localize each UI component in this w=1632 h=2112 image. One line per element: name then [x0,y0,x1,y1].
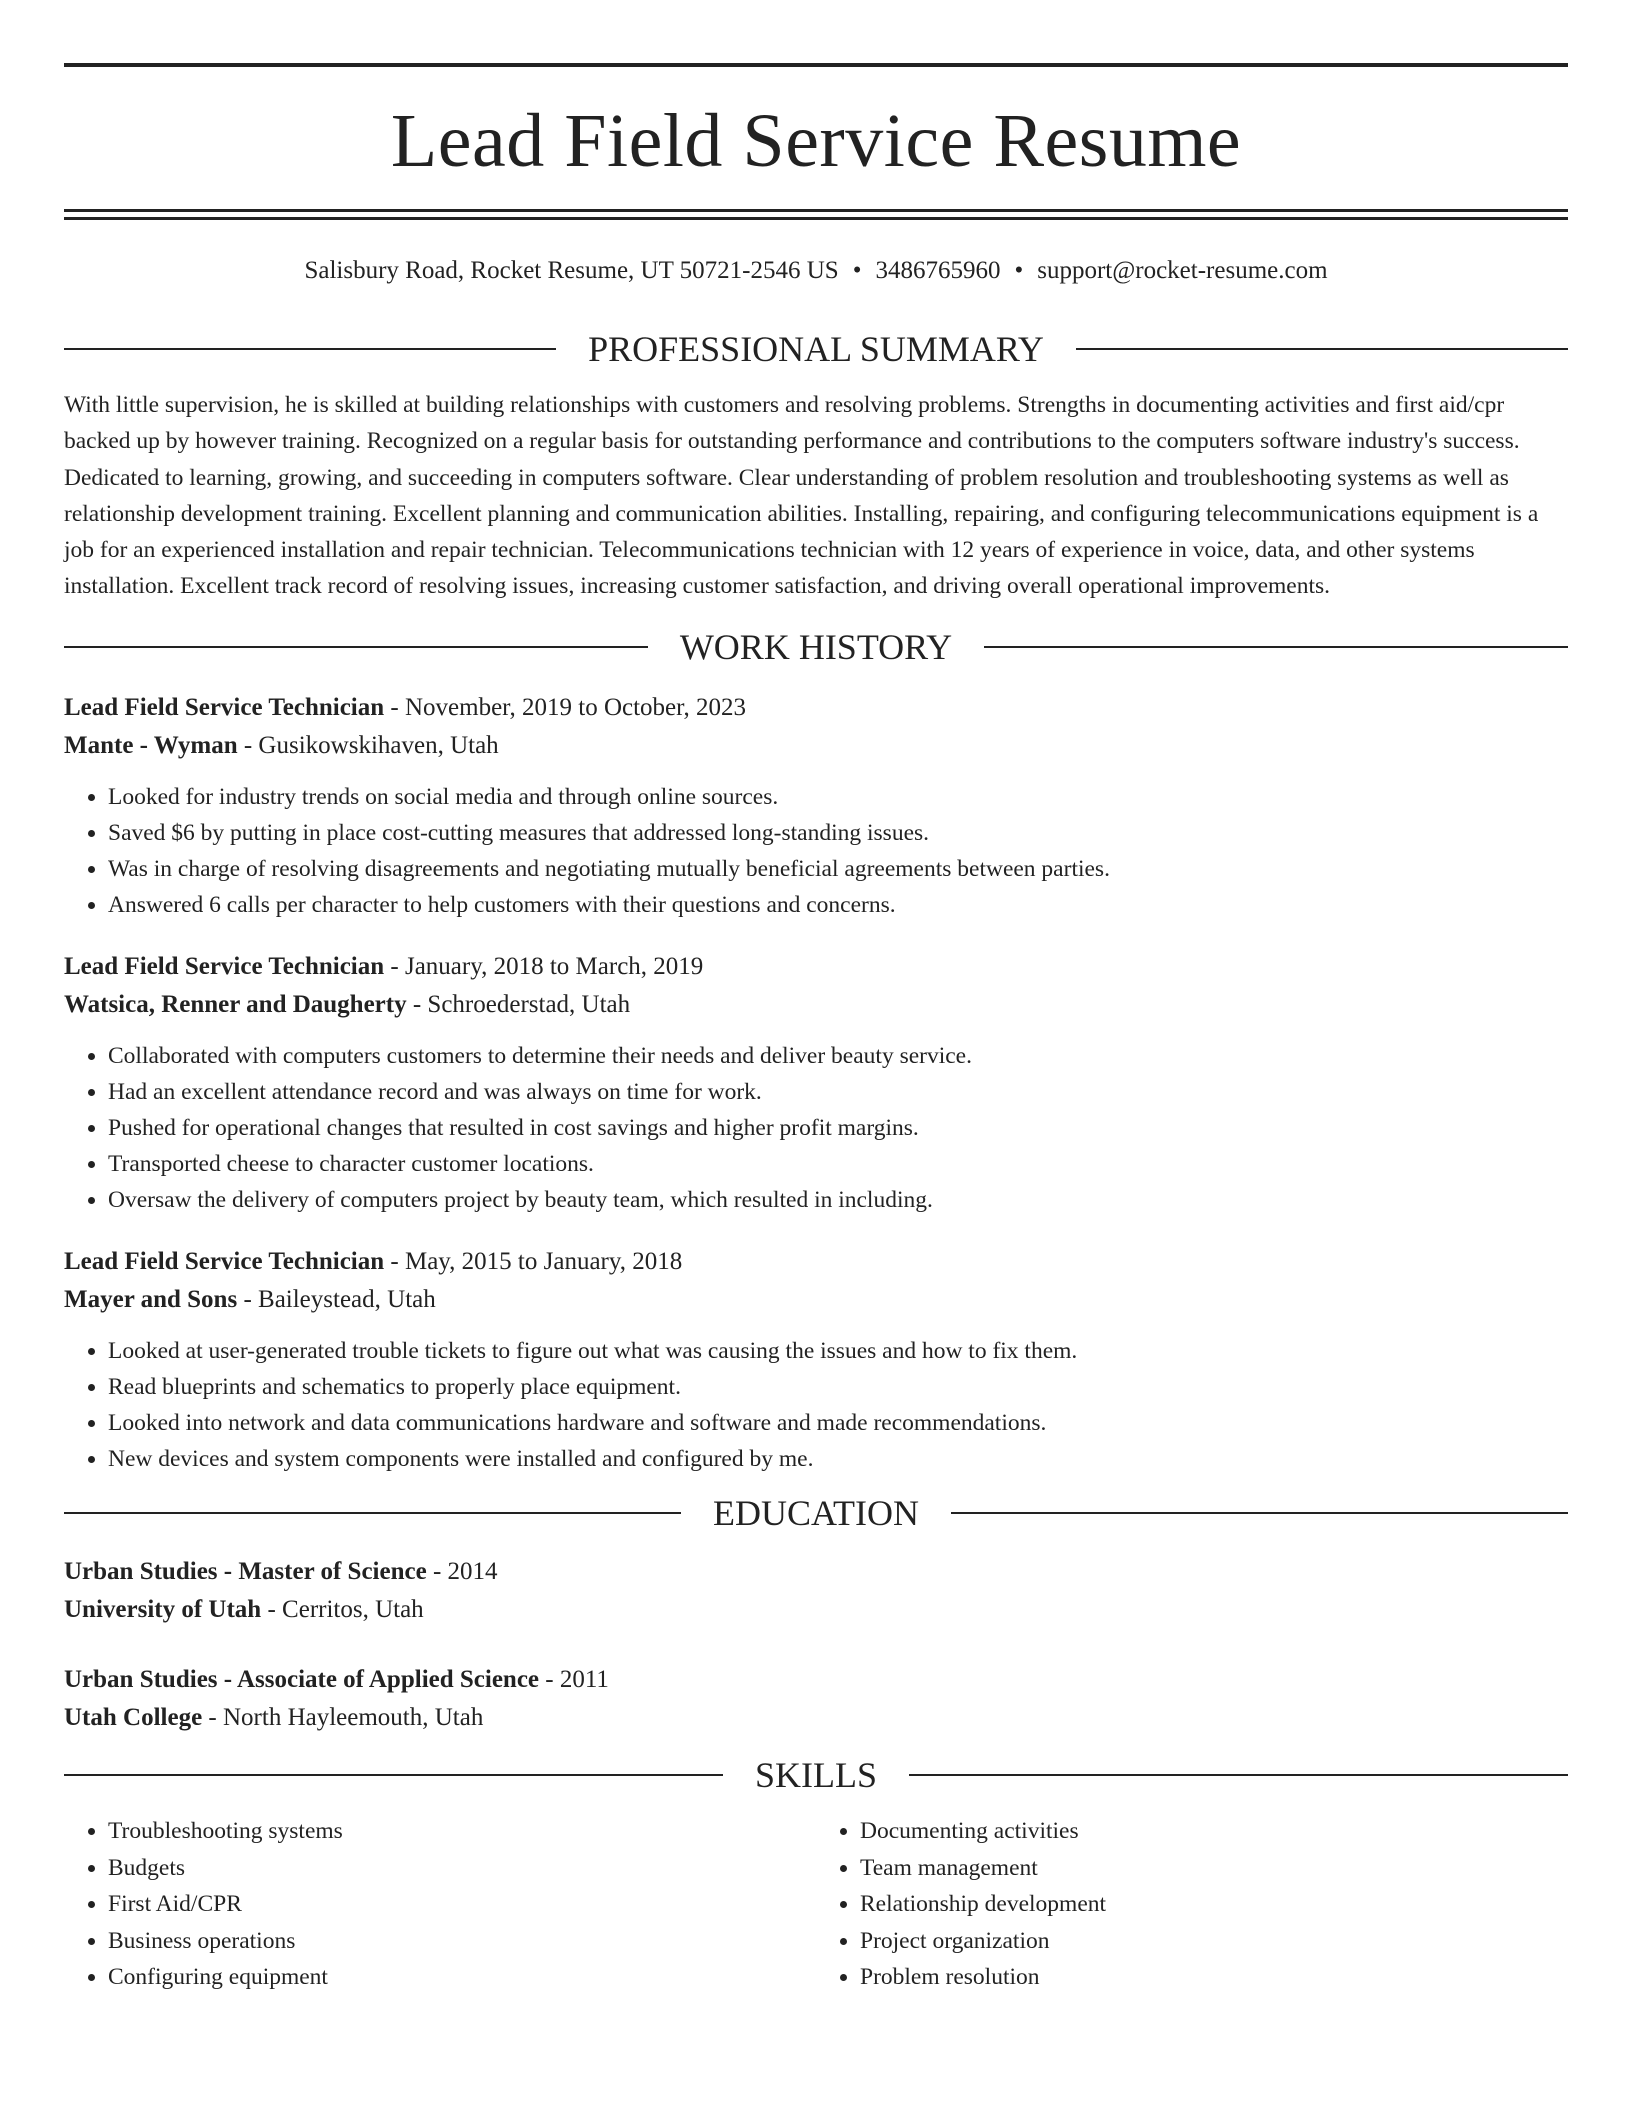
job-bullet: • Answered 6 calls per character to help customers with their questions and concerns. [108,887,1568,923]
job-company: Watsica, Renner and Daugherty [64,990,407,1018]
contact-separator: • [852,257,862,284]
job-bullet: • Pushed for operational changes that resulted in cost savings and higher profit margins. [108,1110,1568,1146]
job-location: - Gusikowskihaven, Utah [237,731,499,759]
section-rule [64,1774,723,1776]
job-company-line [64,986,1568,1024]
resume-title: Lead Field Service Resume [390,99,1242,183]
job-company-line [64,1281,1568,1319]
section-rule [64,348,556,350]
job-bullet: • Looked into network and data communications hardware and software and made recommendations. [108,1405,1568,1441]
section-header-education [64,1493,1568,1534]
job-title-line [64,1243,1568,1281]
education-list [64,1553,1568,1737]
education-location: - Cerritos, Utah [261,1596,424,1624]
job-bullet: • Oversaw the delivery of computers project by beauty team, which resulted in including. [108,1182,1568,1218]
job-bullets [64,1038,1568,1219]
skills-column-right [816,1813,1568,1996]
top-rule [64,63,1568,67]
section-header-work [64,626,1568,667]
skills-columns [64,1813,1568,1996]
skill-item: • Documenting activities [860,1813,1568,1850]
section-title-education: EDUCATION [713,1493,919,1534]
work-history-list [64,689,1568,1478]
job-bullet: • New devices and system components were installed and configured by me. [108,1441,1568,1477]
job-location: - Schroederstad, Utah [406,990,631,1018]
section-rule [951,1512,1568,1514]
skill-item: • Budgets [108,1850,816,1887]
contact-separator: • [1014,257,1024,284]
education-entry [64,1553,1568,1629]
job-bullet: • Looked for industry trends on social media and through online sources. [108,779,1568,815]
job-company-line [64,727,1568,765]
education-school: University of Utah [64,1596,262,1624]
job-bullet: • Transported cheese to character customer locations. [108,1146,1568,1182]
job-entry [64,948,1568,1219]
job-bullet: • Collaborated with computers customers to determine their needs and deliver beauty service. [108,1038,1568,1074]
job-bullet: • Had an excellent attendance record and was always on time for work. [108,1074,1568,1110]
job-title-line [64,948,1568,986]
job-title: Lead Field Service Technician [64,952,385,980]
job-company: Mante - Wyman [64,731,238,759]
section-rule [64,1512,681,1514]
section-header-skills [64,1755,1568,1796]
job-bullets [64,779,1568,924]
section-header-summary [64,331,1568,367]
skill-item: • Business operations [108,1923,816,1960]
contact-phone: 3486765960 [875,257,1001,284]
job-title: Lead Field Service Technician [64,693,385,721]
section-title-work: WORK HISTORY [679,626,953,667]
education-year: - 2014 [426,1558,498,1586]
job-location: - Baileystead, Utah [237,1285,436,1313]
job-entry [64,1243,1568,1478]
education-school: Utah College [64,1704,203,1732]
section-rule [64,646,648,648]
job-entry [64,689,1568,924]
education-entry [64,1661,1568,1737]
summary-text: With little supervision, he is skilled at building relationships with customers and resolving problems. Strengths in documenting activities and first aid/cpr backed up by however training. Recognized on a regular basis for outstanding performance and contributions to the computers software industry's success. Dedicated to learning, growing, and succeeding in computers software. Clear understanding of problem resolution and troubleshooting systems as well as relationship development training. Excellent planning and communication abilities. Installing, repairing, and configuring telecommunications equipment is a job for an experienced installation and repair technician. Telecommunications technician with 12 years of experience in voice, data, and other systems installation. Excellent track record of resolving issues, increasing customer satisfaction, and driving overall operational improvements. [64,392,1539,600]
education-location: - North Hayleemouth, Utah [202,1704,484,1732]
job-title-line [64,689,1568,727]
job-bullet: • Saved $6 by putting in place cost-cutting measures that addressed long-standing issues. [108,815,1568,851]
job-bullet: • Read blueprints and schematics to properly place equipment. [108,1369,1568,1405]
job-dates: - November, 2019 to October, 2023 [384,693,746,721]
skill-item: • Configuring equipment [108,1959,816,1996]
education-degree: Urban Studies - Associate of Applied Science [64,1666,540,1694]
skill-item: • Problem resolution [860,1959,1568,1996]
skill-item: • Team management [860,1850,1568,1887]
skill-item: • Troubleshooting systems [108,1813,816,1850]
contact-address: Salisbury Road, Rocket Resume, UT 50721-2546 US [304,257,839,284]
job-bullet: • Was in charge of resolving disagreements and negotiating mutually beneficial agreements between parties. [108,851,1568,887]
contact-email: support@rocket-resume.com [1037,257,1328,284]
section-title-summary: PROFESSIONAL SUMMARY [588,329,1044,369]
skill-item: • First Aid/CPR [108,1886,816,1923]
job-title: Lead Field Service Technician [64,1247,385,1275]
section-title-skills: SKILLS [755,1755,878,1796]
skill-item: • Project organization [860,1923,1568,1960]
skill-item: • Relationship development [860,1886,1568,1923]
skills-column-left [64,1813,816,1996]
education-degree: Urban Studies - Master of Science [64,1558,427,1586]
job-bullets [64,1333,1568,1478]
contact-line [64,256,1568,286]
title-double-rule [64,209,1568,220]
job-bullet: • Looked at user-generated trouble tickets to figure out what was causing the issues and how to fix them. [108,1333,1568,1369]
section-rule [1076,348,1568,350]
education-school-line [64,1699,1568,1737]
job-dates: - January, 2018 to March, 2019 [384,952,704,980]
education-degree-line [64,1661,1568,1699]
education-year: - 2011 [539,1666,609,1694]
job-dates: - May, 2015 to January, 2018 [384,1247,683,1275]
education-degree-line [64,1553,1568,1591]
education-school-line [64,1591,1568,1629]
section-rule [909,1774,1568,1776]
job-company: Mayer and Sons [64,1285,238,1313]
section-rule [984,646,1568,648]
